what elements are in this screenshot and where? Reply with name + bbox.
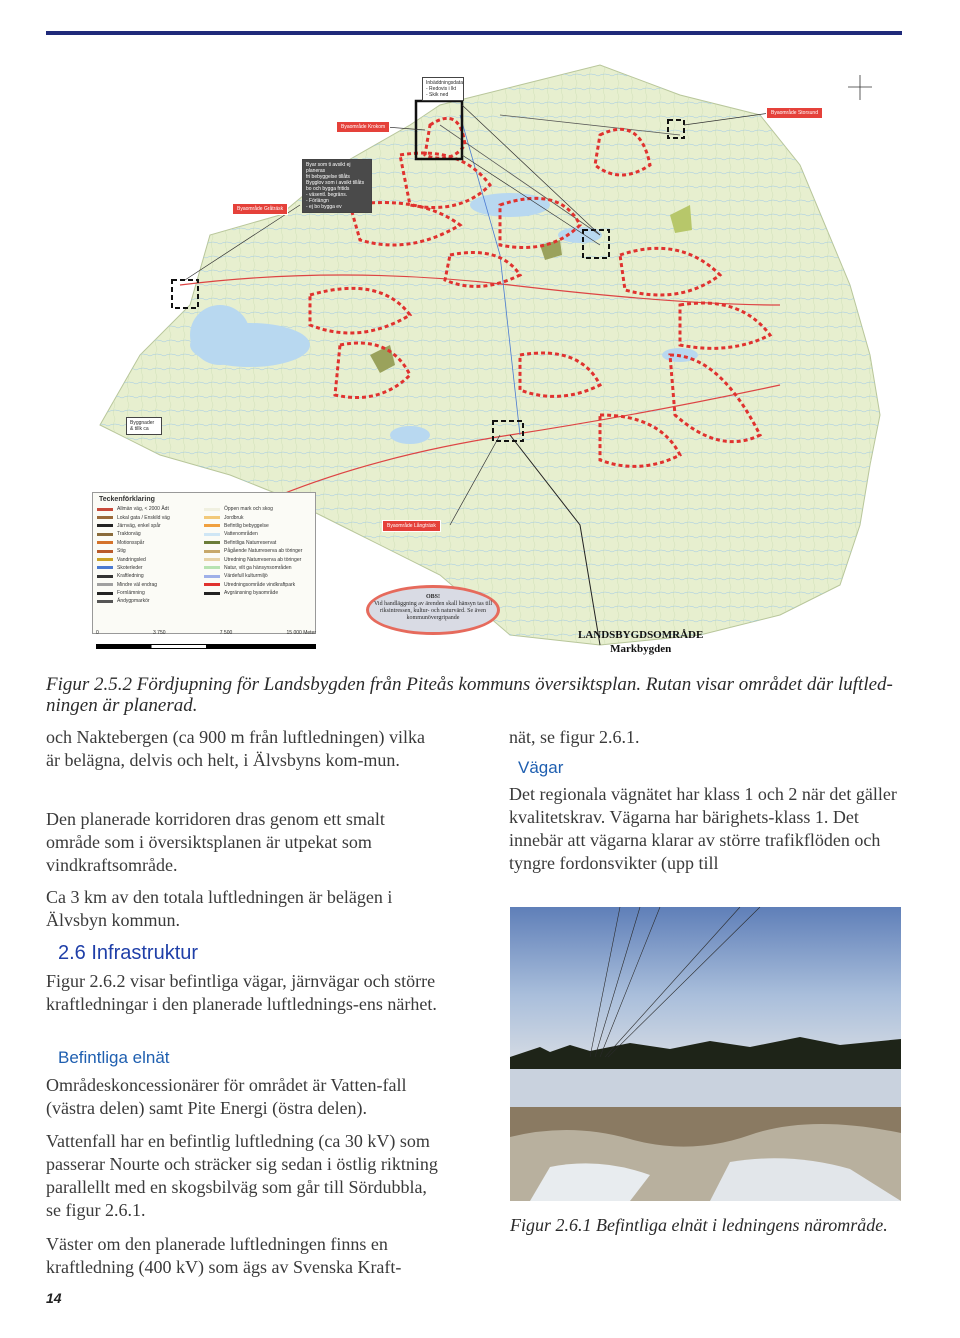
legend-right-item	[204, 555, 311, 563]
legend-label: Befintlig bebyggelse	[224, 522, 269, 529]
scale-tick-label: 0	[96, 630, 99, 636]
powerline-photo	[510, 907, 901, 1201]
obs-note	[366, 585, 500, 635]
legend-label: Vattenområden	[224, 531, 258, 538]
heading-infrastruktur: 2.6 Infrastruktur	[58, 942, 199, 964]
legend-swatch	[97, 516, 113, 519]
scale-graphic	[96, 644, 316, 649]
legend-label: Traktorväg	[117, 531, 141, 538]
legend-right-item	[204, 530, 311, 538]
legend-left-item	[97, 522, 204, 530]
legend-label: Utredningsområde vindkraftpark	[224, 581, 296, 588]
left-paragraph-2: Den planerade korridoren dras genom ett smalt område som i översiktsplanen är utpekat som vindkraftsområde.	[46, 809, 385, 875]
obs-text: Vid handläggning av ärenden skall hänsyn tas till riksintressen, kultur- och naturvärd. Se även kommunövergripande	[373, 601, 493, 621]
legend-swatch	[204, 583, 220, 586]
legend-label: Avgränsning byaområde	[224, 590, 279, 597]
legend-swatch	[97, 541, 113, 544]
legend-left-item	[97, 555, 204, 563]
legend-swatch	[204, 524, 220, 527]
legend-swatch	[204, 575, 220, 578]
legend-right-item	[204, 572, 311, 580]
legend-label: Mindre väl endrag	[117, 581, 158, 588]
legend-label: Värdefull kulturmiljö	[224, 573, 268, 580]
legend-left-column	[97, 505, 204, 606]
map-label-krokom: Byaområde Krokom	[336, 121, 390, 133]
legend-swatch	[204, 541, 220, 544]
legend-swatch	[204, 533, 220, 536]
legend-swatch	[97, 508, 113, 511]
map-label-storsund: Byaområde Storsund	[766, 107, 823, 119]
legend-label: Ändygpmarkör	[117, 598, 150, 605]
legend-label: Vandringsled	[117, 556, 146, 563]
legend-title: Teckenförklaring	[99, 496, 155, 503]
left-paragraph-7: Väster om den planerade luftledningen finns en kraftledning (400 kV) som ägs av Svenska Kraft-	[46, 1234, 402, 1277]
left-paragraph-4: Figur 2.6.2 visar befintliga vägar, järnvägar och större kraftledningar i den planerade luftlednings-ens närhet.	[46, 971, 437, 1014]
scale-tick-label: 15 000 Meter	[286, 630, 316, 636]
legend-label: Motionsspår	[117, 539, 145, 546]
legend-swatch	[97, 533, 113, 536]
map-title-line1: LANDSBYGDSOMRÅDE	[578, 629, 704, 641]
left-paragraph-5: Områdeskoncessionärer för området är Vatten-fall (västra delen) samt Pite Energi (östra delen).	[46, 1075, 407, 1118]
map-mid-note: Byar som ti avsikt ej planeras fri bebyggelse tillåts Bygglov som i avsikt tillåts bo och bygga fritids - väsentl. begräns. - Förlängn - ej bo bygga ev	[302, 159, 372, 213]
legend-label: Skoterleder	[117, 564, 143, 571]
scale-ticks	[96, 630, 316, 636]
map-title-line2: Markbygden	[610, 643, 672, 655]
legend-swatch	[97, 558, 113, 561]
legend-label: Allmän väg, < 2000 Ådt	[117, 506, 169, 513]
obs-title: OBS!	[425, 594, 440, 600]
legend-label: Fornlämning	[117, 590, 145, 597]
scale-tick-label: 3 750	[153, 630, 166, 636]
map-label-langtrask: Byaområde Långträsk	[382, 520, 441, 532]
legend-label: Befintliga Naturreservat	[224, 539, 277, 546]
left-paragraph-6: Vattenfall har en befintlig luftledning (ca 30 kV) som passerar Nourte och sträcker sig sedan i östlig riktning parallellt med en skogsbilväg som går till Sördubbla, se figur 2.6.1.	[46, 1131, 438, 1220]
legend-left-item	[97, 589, 204, 597]
legend-swatch	[97, 550, 113, 553]
legend-label: Järnväg, enkel spår	[117, 522, 161, 529]
legend-swatch	[97, 524, 113, 527]
legend-swatch	[97, 592, 113, 595]
legend-label: Jordbruk	[224, 514, 244, 521]
map-label-grasstrask: Byaområde Gråträsk	[232, 203, 288, 215]
photo-caption: Figur 2.6.1 Befintliga elnät i ledningens närområde.	[510, 1215, 888, 1235]
legend-swatch	[97, 566, 113, 569]
legend-right-column	[204, 505, 311, 606]
legend-label: Lokal gata / Enskild väg	[117, 514, 170, 521]
legend-swatch	[204, 558, 220, 561]
scale-bar	[96, 630, 316, 649]
legend-label: Öppen mark och skog	[224, 506, 273, 513]
legend-swatch	[204, 550, 220, 553]
scale-tick-label: 7 500	[219, 630, 233, 636]
legend-swatch	[204, 516, 220, 519]
left-paragraph-1: och Naktebergen (ca 900 m från luftledningen) vilka är belägna, delvis och helt, i Älvsbyns kom-mun.	[46, 727, 426, 770]
map-inset-note: Inbäddningsdata - Redovis i lkt - Skik ned	[422, 77, 464, 101]
map-figure-caption: Figur 2.5.2 Fördjupning för Landsbygden från Piteås kommuns översiktsplan. Rutan visar området där luftled-ningen är planerad.	[46, 674, 893, 716]
legend-swatch	[97, 600, 113, 603]
legend-right-item	[204, 505, 311, 513]
legend-right-item	[204, 581, 311, 589]
right-paragraph-1: nät, se figur 2.6.1.	[509, 727, 640, 747]
legend-label: Utredning Naturreserva ab töringer	[224, 556, 302, 563]
header-rule	[46, 31, 902, 35]
photo-canvas	[510, 907, 901, 1201]
heading-befintliga-elnat: Befintliga elnät	[58, 1048, 170, 1067]
legend-left-item	[97, 581, 204, 589]
legend-label: Kraftledning	[117, 573, 144, 580]
legend-left-item	[97, 530, 204, 538]
legend-right-item	[204, 547, 311, 555]
left-paragraph-3: Ca 3 km av den totala luftledningen är belägen i Älvsbyn kommun.	[46, 887, 393, 930]
legend-left-item	[97, 513, 204, 521]
legend-label: Pågående Naturreserva ab töringer	[224, 548, 303, 555]
legend-swatch	[97, 575, 113, 578]
legend-left-item	[97, 572, 204, 580]
map-left-note: Byggnader & tillk ca	[126, 417, 162, 435]
legend-left-item	[97, 547, 204, 555]
legend-swatch	[204, 592, 220, 595]
right-paragraph-2: Det regionala vägnätet har klass 1 och 2 när det gäller kvalitetskrav. Vägarna har bärighets-klass 1. Det innebär att vägarna klarar av större trafikflöden och tyngre fordonsvikter (upp till	[509, 784, 897, 873]
legend-right-item	[204, 522, 311, 530]
legend-left-item	[97, 539, 204, 547]
legend-right-item	[204, 513, 311, 521]
legend-swatch	[204, 508, 220, 511]
map-title	[578, 628, 703, 656]
legend-label: Stig	[117, 548, 126, 555]
legend-label: Natur, vilt ga hänsynsområden	[224, 564, 292, 571]
legend-left-item	[97, 505, 204, 513]
page-number: 14	[46, 1290, 62, 1306]
legend-swatch	[204, 566, 220, 569]
legend-swatch	[97, 583, 113, 586]
legend-right-item	[204, 539, 311, 547]
legend-left-item	[97, 564, 204, 572]
legend-right-item	[204, 564, 311, 572]
heading-vagar: Vägar	[518, 758, 564, 777]
map-legend	[92, 492, 316, 634]
legend-right-item	[204, 589, 311, 597]
legend-left-item	[97, 597, 204, 605]
